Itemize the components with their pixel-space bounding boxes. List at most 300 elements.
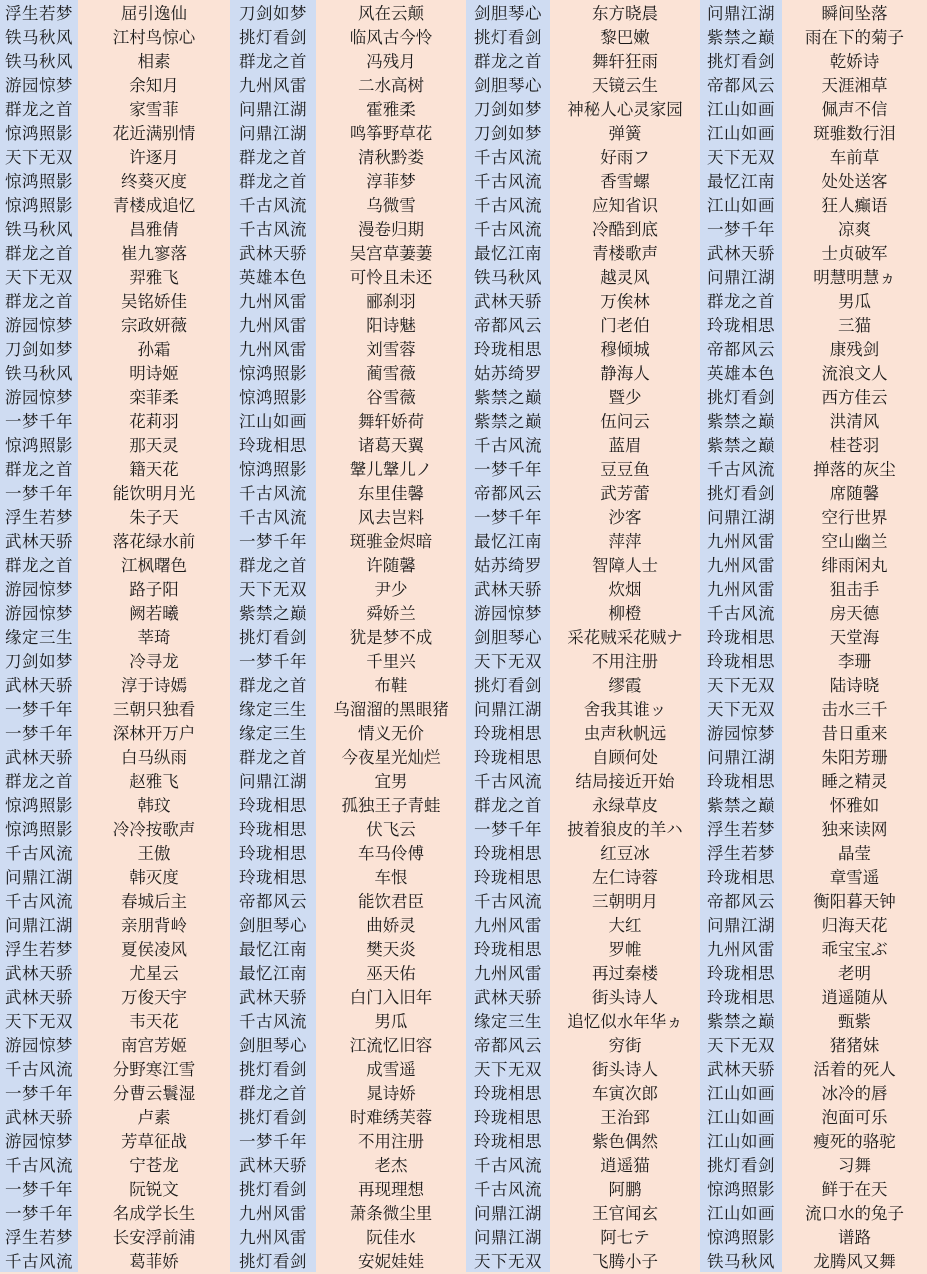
player-name-cell: 朱阳芳珊: [821, 748, 888, 767]
server-cell: 浮生若梦: [707, 820, 775, 839]
server-column: [466, 0, 550, 1272]
player-name-cell: 那天灵: [129, 436, 179, 455]
player-name-cell: 掸落的灰尘: [813, 460, 896, 479]
player-name-cell: 阿七テ: [600, 1228, 650, 1247]
player-name-cell: 狂人癫语: [821, 196, 888, 215]
player-name-cell: 许随馨: [366, 556, 416, 575]
server-cell: 玲珑相思: [239, 844, 307, 863]
server-cell: 紫禁之巅: [707, 28, 775, 47]
server-cell: 江山如画: [707, 1204, 775, 1223]
player-name-cell: 昔日重来: [821, 724, 888, 743]
player-name-cell: 阮锐文: [129, 1180, 179, 1199]
server-cell: 挑灯看剑: [239, 1180, 307, 1199]
server-cell: 天下无双: [707, 1036, 775, 1055]
server-cell: 武林天骄: [5, 748, 73, 767]
server-cell: 玲珑相思: [239, 796, 307, 815]
server-cell: 武林天骄: [474, 292, 542, 311]
server-cell: 玲珑相思: [474, 1108, 542, 1127]
server-cell: 群龙之首: [239, 556, 307, 575]
server-cell: 玲珑相思: [239, 820, 307, 839]
player-name-cell: 乌溜溜的黑眼猪: [333, 700, 449, 719]
player-name-cell: 舜娇兰: [366, 604, 416, 623]
player-name-cell: 长安浮前浦: [112, 1228, 196, 1247]
server-cell: 江山如画: [239, 412, 307, 431]
server-cell: 群龙之首: [239, 52, 307, 71]
player-name-cell: 屈引逸仙: [121, 4, 187, 23]
server-cell: 天下无双: [474, 1252, 542, 1271]
player-name-cell: 弹簧: [608, 124, 642, 143]
server-cell: 一梦千年: [5, 700, 73, 719]
player-name-cell: 空行世界: [821, 508, 888, 527]
server-cell: 帝都风云: [239, 892, 307, 911]
server-cell: 一梦千年: [5, 1180, 73, 1199]
player-name-cell: 终葵灭度: [121, 172, 187, 191]
player-name-cell: 羿雅飞: [129, 268, 179, 287]
server-cell: 武林天骄: [474, 580, 542, 599]
server-column: [0, 0, 78, 1272]
server-cell: 问鼎江湖: [239, 772, 307, 791]
server-cell: 最忆江南: [239, 940, 307, 959]
server-cell: 武林天骄: [474, 988, 542, 1007]
server-cell: 帝都风云: [707, 892, 775, 911]
player-name-cell: 吴宫草萋萋: [349, 244, 433, 263]
player-name-cell: 鲜于在天: [821, 1180, 888, 1199]
server-cell: 游园惊梦: [5, 604, 73, 623]
server-cell: 惊鸿照影: [5, 820, 73, 839]
server-cell: 天下无双: [707, 676, 775, 695]
player-name-cell: 车马伶傅: [358, 844, 424, 863]
player-name-column: [782, 0, 927, 1272]
server-cell: 千古风流: [239, 508, 307, 527]
server-cell: 缘定三生: [239, 724, 307, 743]
player-name-cell: 鸣筝野草花: [349, 124, 433, 143]
server-cell: 浮生若梦: [5, 4, 73, 23]
player-name-cell: 今夜星光灿烂: [341, 748, 441, 767]
player-name-cell: 紫色偶然: [592, 1132, 658, 1151]
server-cell: 惊鸿照影: [239, 388, 307, 407]
player-name-column: [550, 0, 700, 1272]
player-name-cell: 不用注册: [592, 652, 658, 671]
server-cell: 天下无双: [5, 1012, 73, 1031]
player-name-cell: 风在云颠: [358, 4, 424, 23]
player-name-cell: 自顾何处: [592, 748, 658, 767]
player-name-cell: 白马纵雨: [121, 748, 187, 767]
player-name-cell: 王官闻玄: [592, 1204, 658, 1223]
player-name-cell: 王治郅: [600, 1108, 650, 1127]
server-cell: 天下无双: [707, 148, 775, 167]
server-cell: 九州风雷: [239, 340, 307, 359]
server-cell: 刀剑如梦: [239, 4, 307, 23]
player-name-cell: 曲娇灵: [366, 916, 416, 935]
server-cell: 一梦千年: [239, 652, 307, 671]
server-cell: 最忆江南: [239, 964, 307, 983]
server-cell: 九州风雷: [707, 940, 775, 959]
player-name-cell: 可怜且未还: [349, 268, 433, 287]
player-name-cell: 瘦死的骆驼: [813, 1132, 896, 1151]
player-name-cell: 李珊: [838, 652, 871, 671]
player-name-cell: 阮佳水: [366, 1228, 416, 1247]
player-name-cell: 虫声秋帆远: [583, 724, 667, 743]
server-cell: 帝都风云: [474, 484, 542, 503]
player-name-cell: 街头诗人: [592, 988, 658, 1007]
player-name-cell: 二水高树: [358, 76, 424, 95]
player-name-cell: 花近满别情: [112, 124, 196, 143]
player-name-cell: 青楼成追忆: [112, 196, 196, 215]
player-name-cell: 不用注册: [358, 1132, 424, 1151]
player-name-cell: 明慧明慧ヵ: [813, 268, 896, 287]
player-name-cell: 深林开万户: [112, 724, 196, 743]
player-name-cell: 应知省识: [592, 196, 658, 215]
server-cell: 剑胆琴心: [474, 76, 542, 95]
player-name-cell: 追忆似水年华ヵ: [567, 1012, 683, 1031]
server-cell: 九州风雷: [239, 1228, 307, 1247]
server-cell: 玲珑相思: [474, 844, 542, 863]
player-name-cell: 天涯湘草: [821, 76, 888, 95]
player-name-cell: 好雨フ: [600, 148, 650, 167]
server-cell: 九州风雷: [474, 916, 542, 935]
player-name-cell: 萍萍: [608, 532, 642, 551]
server-cell: 问鼎江湖: [707, 508, 775, 527]
player-name-cell: 晁诗娇: [366, 1084, 416, 1103]
server-cell: 问鼎江湖: [239, 100, 307, 119]
server-column: [230, 0, 316, 1272]
player-name-cell: 临风古今怜: [349, 28, 433, 47]
server-cell: 挑灯看剑: [239, 1252, 307, 1271]
player-name-cell: 罗帷: [608, 940, 642, 959]
player-name-cell: 芳草征战: [121, 1132, 187, 1151]
server-cell: 最忆江南: [474, 244, 542, 263]
server-cell: 一梦千年: [5, 412, 73, 431]
server-cell: 江山如画: [707, 124, 775, 143]
player-name-cell: 越灵风: [600, 268, 650, 287]
player-name-cell: 红豆冰: [600, 844, 650, 863]
server-cell: 千古风流: [474, 1180, 542, 1199]
player-name-cell: 陆诗晓: [829, 676, 880, 695]
player-name-cell: 阳诗魅: [366, 316, 416, 335]
player-name-cell: 伍问云: [600, 412, 650, 431]
player-name-cell: 鞶儿鞶儿ノ: [349, 460, 433, 479]
server-cell: 问鼎江湖: [5, 868, 73, 887]
player-name-cell: 归海天花: [821, 916, 888, 935]
player-name-cell: 甄紫: [838, 1012, 871, 1031]
server-cell: 游园惊梦: [474, 604, 542, 623]
player-name-cell: 栾菲柔: [129, 388, 179, 407]
server-cell: 铁马秋风: [474, 268, 542, 287]
player-name-cell: 冷寻龙: [129, 652, 179, 671]
player-name-cell: 萧条微尘里: [349, 1204, 433, 1223]
player-name-cell: 三朝只独看: [112, 700, 196, 719]
server-cell: 挑灯看剑: [239, 1108, 307, 1127]
player-name-cell: 乾娇诗: [829, 52, 880, 71]
player-name-cell: 怀雅如: [829, 796, 880, 815]
server-cell: 群龙之首: [239, 676, 307, 695]
server-cell: 武林天骄: [5, 532, 73, 551]
player-name-cell: 许逐月: [129, 148, 179, 167]
player-name-cell: 樊天炎: [366, 940, 416, 959]
server-cell: 江山如画: [707, 1132, 775, 1151]
server-cell: 刀剑如梦: [474, 100, 542, 119]
player-name-cell: 晶莹: [838, 844, 871, 863]
server-cell: 江山如画: [707, 1108, 775, 1127]
server-cell: 玲珑相思: [474, 1132, 542, 1151]
server-cell: 刀剑如梦: [5, 652, 73, 671]
player-name-cell: 布鞋: [374, 676, 408, 695]
player-name-cell: 伏飞云: [366, 820, 416, 839]
server-cell: 姑苏绮罗: [474, 364, 542, 383]
server-cell: 紫禁之巅: [707, 796, 775, 815]
player-name-cell: 乌微雪: [366, 196, 416, 215]
server-cell: 游园惊梦: [5, 1036, 73, 1055]
player-name-cell: 左仁诗蓉: [592, 868, 658, 887]
player-name-cell: 习舞: [838, 1156, 871, 1175]
server-cell: 问鼎江湖: [239, 124, 307, 143]
server-cell: 千古风流: [5, 1252, 73, 1271]
server-cell: 玲珑相思: [239, 436, 307, 455]
player-name-cell: 香雪螺: [600, 172, 650, 191]
server-cell: 剑胆琴心: [239, 1036, 307, 1055]
player-name-cell: 穷街: [608, 1036, 642, 1055]
server-cell: 惊鸿照影: [707, 1180, 775, 1199]
server-cell: 最忆江南: [707, 172, 775, 191]
player-name-cell: 男瓜: [374, 1012, 408, 1031]
player-name-cell: 蔺雪薇: [366, 364, 416, 383]
server-cell: 浮生若梦: [5, 940, 73, 959]
player-name-cell: 沙客: [608, 508, 642, 527]
player-name-cell: 春城后主: [121, 892, 187, 911]
server-cell: 千古风流: [474, 196, 542, 215]
server-cell: 剑胆琴心: [474, 628, 542, 647]
server-cell: 缘定三生: [5, 628, 73, 647]
player-name-cell: 猪猪妹: [829, 1036, 880, 1055]
server-column: [700, 0, 782, 1272]
player-name-cell: 天堂海: [829, 628, 880, 647]
server-cell: 铁马秋风: [5, 220, 73, 239]
player-name-cell: 名成学长生: [112, 1204, 196, 1223]
player-name-cell: 静海人: [600, 364, 650, 383]
server-cell: 游园惊梦: [5, 1132, 73, 1151]
player-name-cell: 吴铭娇佳: [121, 292, 187, 311]
player-name-cell: 斑骓数行泪: [813, 124, 896, 143]
player-name-cell: 江流忆旧容: [349, 1036, 433, 1055]
player-name-cell: 睡之精灵: [821, 772, 888, 791]
player-name-cell: 炊烟: [608, 580, 642, 599]
server-cell: 江山如画: [707, 196, 775, 215]
player-name-cell: 余知月: [129, 76, 179, 95]
server-cell: 千古风流: [5, 1156, 73, 1175]
player-name-cell: 击水三千: [821, 700, 888, 719]
player-name-cell: 谱路: [838, 1228, 871, 1247]
player-name-cell: 风去岂料: [358, 508, 424, 527]
server-cell: 惊鸿照影: [5, 196, 73, 215]
server-cell: 武林天骄: [5, 1108, 73, 1127]
player-name-cell: 康残剑: [829, 340, 880, 359]
player-name-cell: 江村鸟惊心: [112, 28, 196, 47]
server-cell: 玲珑相思: [474, 748, 542, 767]
server-cell: 天下无双: [5, 148, 73, 167]
player-name-cell: 明诗姬: [129, 364, 179, 383]
server-cell: 惊鸿照影: [5, 436, 73, 455]
player-name-cell: 王傲: [137, 844, 171, 863]
server-cell: 游园惊梦: [5, 580, 73, 599]
player-name-cell: 车寅次郎: [592, 1084, 658, 1103]
server-cell: 天下无双: [474, 1060, 542, 1079]
player-name-cell: 东方晓晨: [592, 4, 658, 23]
player-name-cell: 落花绿水前: [112, 532, 196, 551]
server-cell: 英雄本色: [707, 364, 775, 383]
server-cell: 武林天骄: [707, 1060, 775, 1079]
server-cell: 群龙之首: [5, 556, 73, 575]
player-name-cell: 淳于诗嫣: [121, 676, 187, 695]
player-name-cell: 蓝眉: [608, 436, 642, 455]
player-name-cell: 神秘人心灵家园: [567, 100, 683, 119]
server-cell: 剑胆琴心: [474, 4, 542, 23]
server-cell: 帝都风云: [474, 1036, 542, 1055]
server-cell: 群龙之首: [707, 292, 775, 311]
player-name-cell: 三猫: [838, 316, 871, 335]
server-cell: 千古风流: [474, 1156, 542, 1175]
player-name-cell: 桂苍羽: [829, 436, 880, 455]
server-cell: 武林天骄: [239, 1156, 307, 1175]
server-cell: 问鼎江湖: [474, 1228, 542, 1247]
server-cell: 惊鸿照影: [5, 124, 73, 143]
server-cell: 千古风流: [239, 1012, 307, 1031]
server-cell: 紫禁之巅: [707, 1012, 775, 1031]
server-cell: 千古风流: [239, 220, 307, 239]
player-name-cell: 流口水的兔子: [805, 1204, 904, 1223]
player-name-cell: 街头诗人: [592, 1060, 658, 1079]
server-cell: 玲珑相思: [707, 316, 775, 335]
server-cell: 一梦千年: [239, 532, 307, 551]
server-cell: 九州风雷: [707, 556, 775, 575]
player-name-cell: 尹少: [374, 580, 408, 599]
player-name-cell: 葛菲娇: [129, 1252, 179, 1271]
player-name-cell: 孙霜: [137, 340, 171, 359]
server-cell: 紫禁之巅: [474, 388, 542, 407]
player-name-cell: 谷雪薇: [366, 388, 416, 407]
server-cell: 玲珑相思: [707, 868, 775, 887]
player-name-cell: 衡阳暮天钟: [813, 892, 896, 911]
server-cell: 一梦千年: [474, 460, 542, 479]
player-name-cell: 缪霞: [608, 676, 642, 695]
player-name-cell: 房天德: [829, 604, 880, 623]
server-cell: 群龙之首: [5, 292, 73, 311]
server-cell: 问鼎江湖: [707, 916, 775, 935]
player-name-cell: 乖宝宝ぶ: [821, 940, 888, 959]
player-name-cell: 情义无价: [358, 724, 424, 743]
player-name-cell: 能饮明月光: [112, 484, 196, 503]
server-cell: 一梦千年: [5, 484, 73, 503]
player-name-cell: 能饮君臣: [358, 892, 424, 911]
player-name-cell: 处处送客: [821, 172, 888, 191]
server-cell: 问鼎江湖: [707, 268, 775, 287]
server-cell: 帝都风云: [474, 316, 542, 335]
server-cell: 玲珑相思: [474, 724, 542, 743]
server-cell: 游园惊梦: [5, 388, 73, 407]
server-cell: 群龙之首: [239, 748, 307, 767]
player-name-cell: 分曹云鬟湿: [112, 1084, 196, 1103]
server-cell: 挑灯看剑: [707, 1156, 775, 1175]
player-name-cell: 韩灭度: [129, 868, 179, 887]
server-cell: 问鼎江湖: [707, 4, 775, 23]
server-cell: 玲珑相思: [707, 988, 775, 1007]
player-name-cell: 西方佳云: [821, 388, 888, 407]
server-cell: 群龙之首: [474, 52, 542, 71]
player-name-cell: 冯残月: [366, 52, 416, 71]
player-name-cell: 籍天花: [129, 460, 179, 479]
player-name-cell: 郦刹羽: [366, 292, 416, 311]
server-cell: 群龙之首: [239, 1084, 307, 1103]
player-name-cell: 狙击手: [829, 580, 880, 599]
server-cell: 英雄本色: [239, 268, 307, 287]
server-cell: 惊鸿照影: [707, 1228, 775, 1247]
server-cell: 一梦千年: [707, 220, 775, 239]
server-cell: 紫禁之巅: [474, 412, 542, 431]
player-name-cell: 智障人士: [592, 556, 658, 575]
server-cell: 千古风流: [5, 892, 73, 911]
player-name-cell: 清秋黔娄: [358, 148, 424, 167]
server-cell: 群龙之首: [5, 244, 73, 263]
server-cell: 九州风雷: [239, 292, 307, 311]
player-name-cell: 漫卷归期: [358, 220, 424, 239]
server-cell: 问鼎江湖: [707, 748, 775, 767]
server-cell: 问鼎江湖: [474, 700, 542, 719]
player-name-cell: 青楼歌声: [592, 244, 658, 263]
server-cell: 千古风流: [474, 892, 542, 911]
server-cell: 武林天骄: [5, 676, 73, 695]
player-name-cell: 犹是梦不成: [349, 628, 433, 647]
player-name-cell: 韩玟: [137, 796, 171, 815]
player-name-cell: 门老伯: [600, 316, 650, 335]
player-name-cell: 席随馨: [829, 484, 880, 503]
server-cell: 九州风雷: [707, 532, 775, 551]
player-name-cell: 花莉羽: [129, 412, 179, 431]
server-cell: 浮生若梦: [707, 844, 775, 863]
player-name-cell: 路子阳: [129, 580, 179, 599]
player-name-cell: 老杰: [374, 1156, 408, 1175]
player-name-cell: 凉爽: [838, 220, 871, 239]
player-name-cell: 家雪菲: [129, 100, 179, 119]
player-name-cell: 江枫曙色: [121, 556, 187, 575]
server-cell: 紫禁之巅: [707, 436, 775, 455]
server-cell: 千古风流: [474, 220, 542, 239]
server-cell: 紫禁之巅: [239, 604, 307, 623]
server-cell: 群龙之首: [239, 172, 307, 191]
player-name-cell: 卢素: [137, 1108, 171, 1127]
player-name-cell: 宜男: [374, 772, 408, 791]
player-name-cell: 舍我其谁ッ: [583, 700, 667, 719]
server-cell: 千古风流: [474, 148, 542, 167]
server-cell: 一梦千年: [5, 1204, 73, 1223]
player-name-cell: 永绿草皮: [592, 796, 658, 815]
server-cell: 千古风流: [474, 772, 542, 791]
server-cell: 铁马秋风: [5, 52, 73, 71]
player-name-cell: 泡面可乐: [821, 1108, 888, 1127]
player-name-cell: 宁苍龙: [129, 1156, 179, 1175]
server-cell: 剑胆琴心: [239, 916, 307, 935]
server-cell: 群龙之首: [5, 100, 73, 119]
player-name-cell: 万俊天宇: [121, 988, 187, 1007]
server-cell: 挑灯看剑: [239, 628, 307, 647]
server-cell: 天下无双: [707, 700, 775, 719]
server-cell: 武林天骄: [5, 964, 73, 983]
player-name-cell: 柳橙: [608, 604, 642, 623]
player-name-cell: 巫天佑: [366, 964, 416, 983]
player-name-cell: 舞轩娇荷: [358, 412, 424, 431]
server-cell: 玲珑相思: [707, 628, 775, 647]
player-name-cell: 黎巴嫩: [600, 28, 650, 47]
player-name-cell: 空山幽兰: [821, 532, 888, 551]
server-cell: 游园惊梦: [5, 76, 73, 95]
